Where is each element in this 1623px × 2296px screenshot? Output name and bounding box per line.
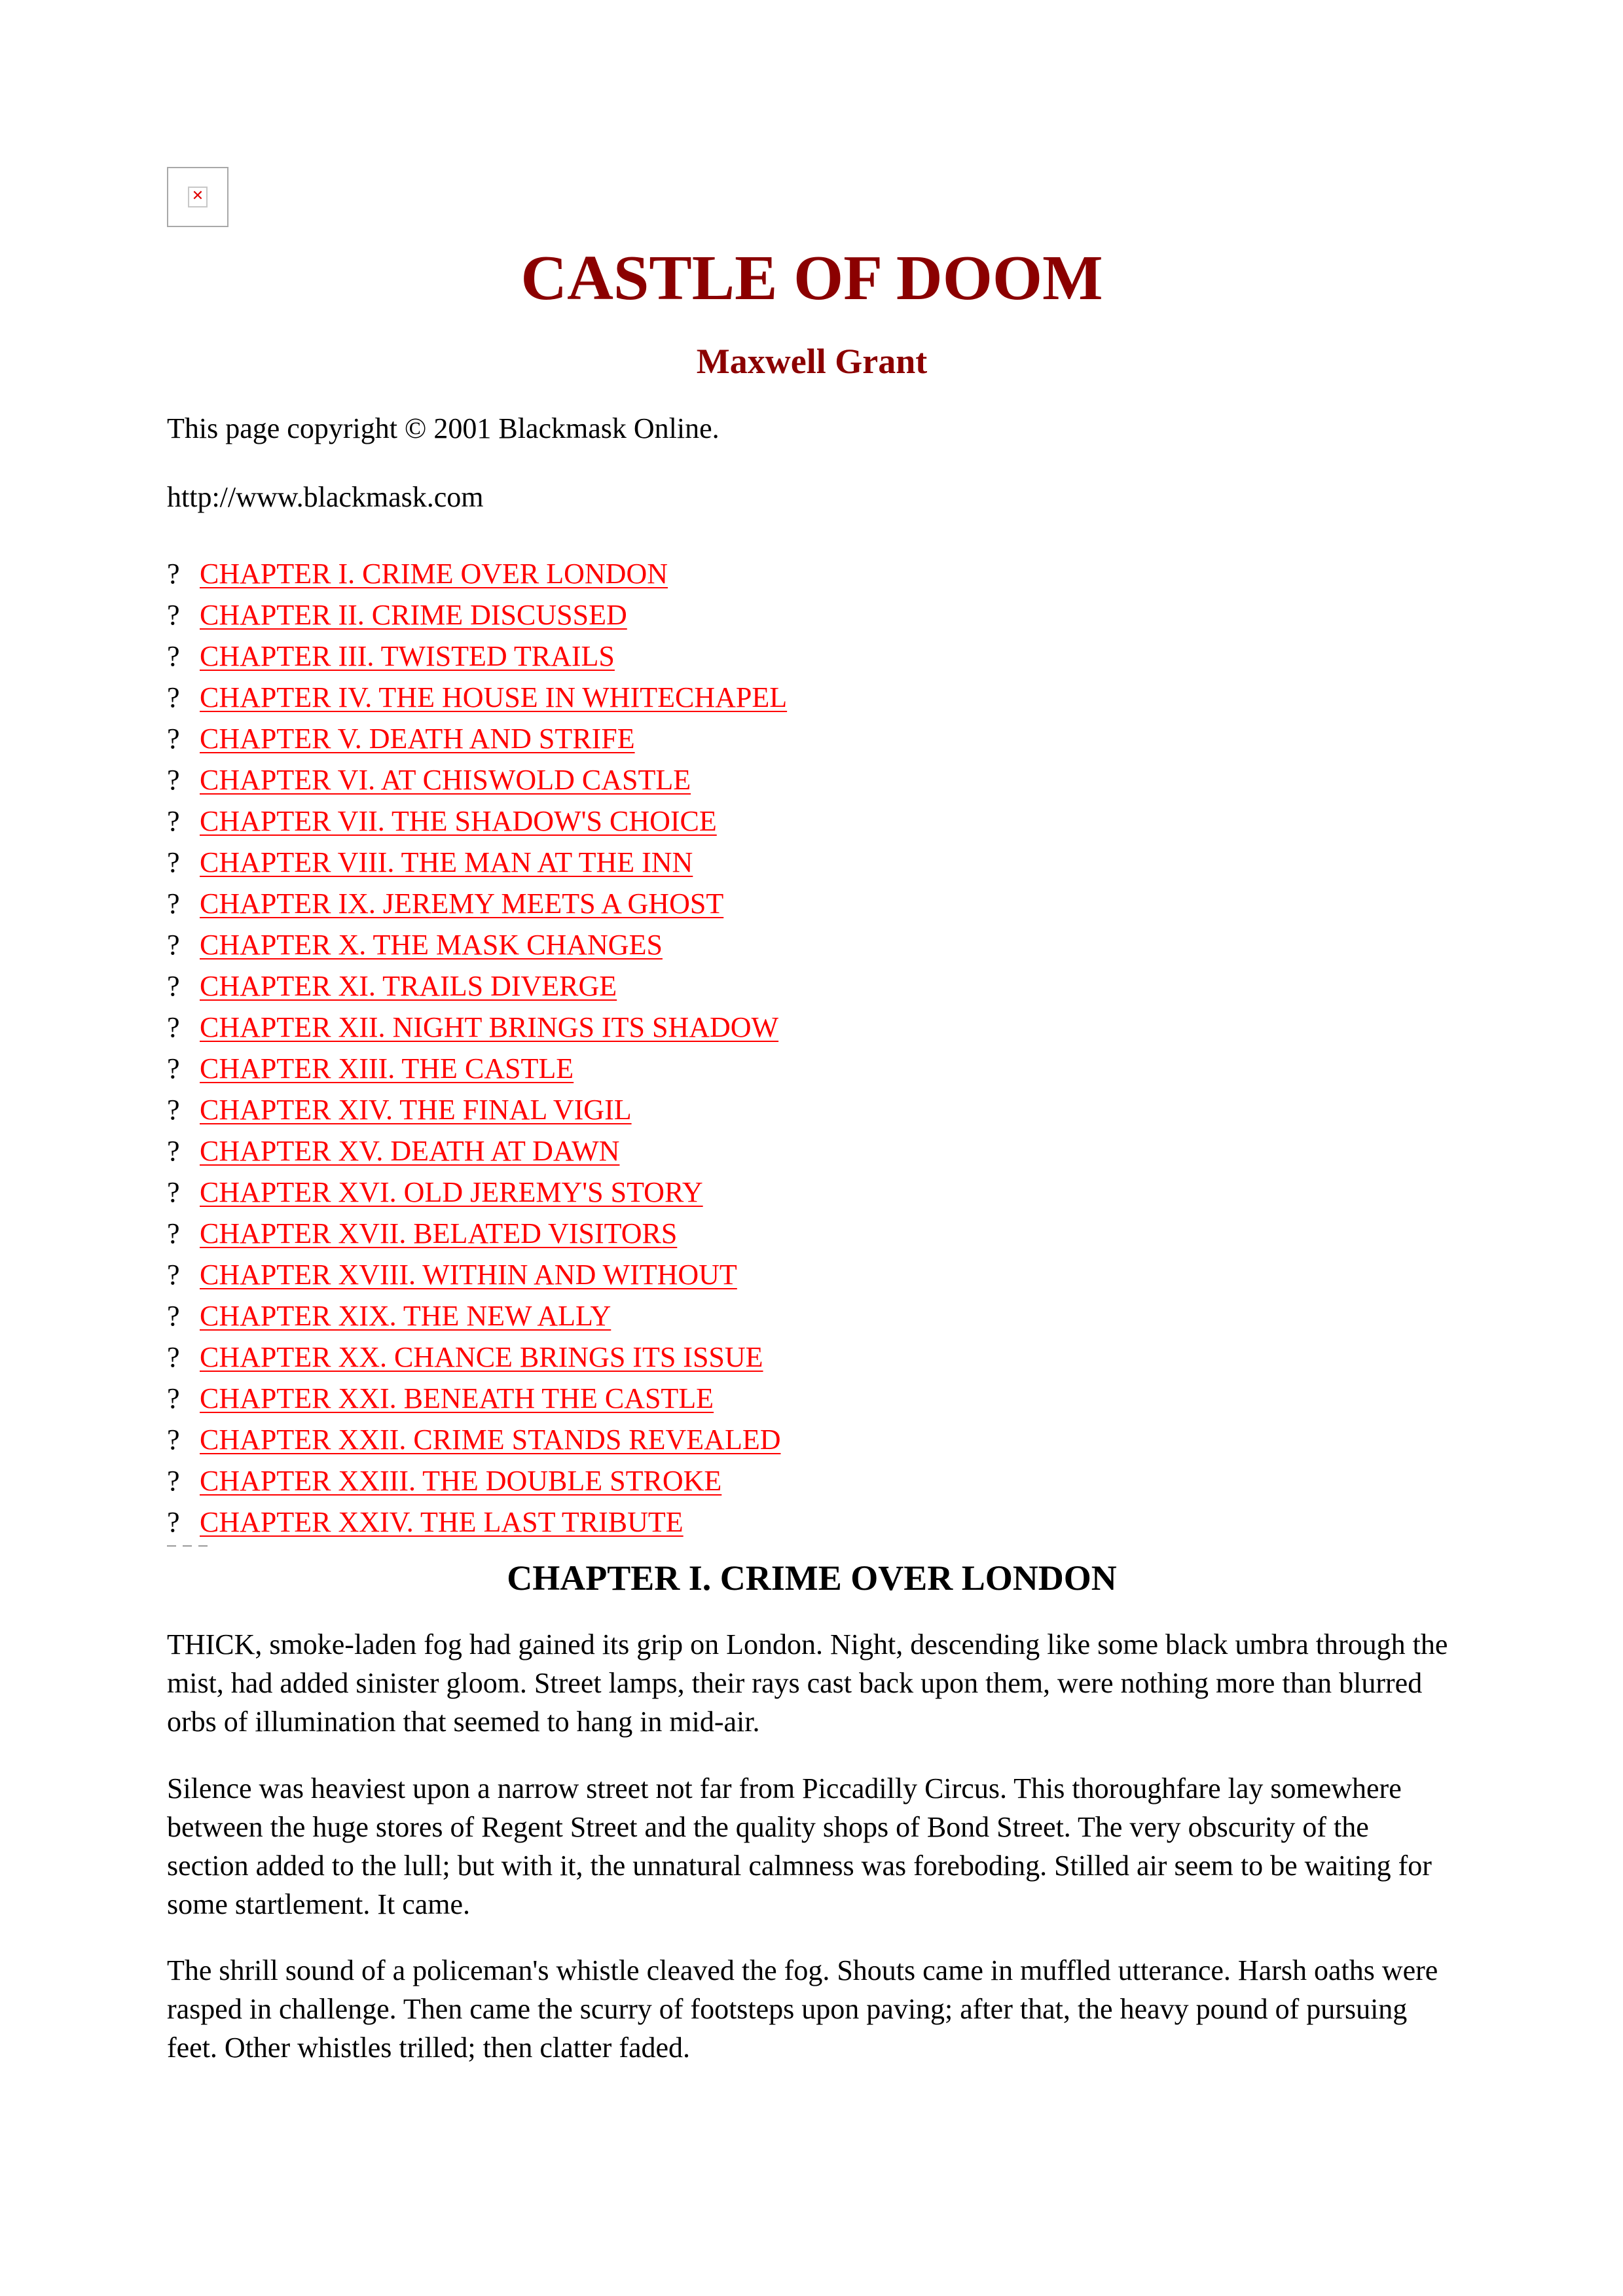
toc-bullet: ?	[167, 1300, 180, 1332]
toc-link-chapter-21[interactable]: CHAPTER XXI. BENEATH THE CASTLE	[200, 1382, 714, 1414]
toc-link-chapter-18[interactable]: CHAPTER XVIII. WITHIN AND WITHOUT	[200, 1259, 737, 1291]
toc-link-chapter-1[interactable]: CHAPTER I. CRIME OVER LONDON	[200, 558, 668, 590]
toc-link-chapter-22[interactable]: CHAPTER XXII. CRIME STANDS REVEALED	[200, 1424, 781, 1456]
toc-bullet: ?	[167, 1465, 180, 1497]
toc-item	[167, 1460, 787, 1501]
toc-bullet: ?	[167, 846, 180, 878]
broken-image-placeholder	[167, 167, 228, 227]
toc-bullet: ?	[167, 681, 180, 713]
toc-item	[167, 924, 787, 965]
toc-bullet: ?	[167, 1382, 180, 1414]
toc-item	[167, 718, 787, 759]
toc-bullet: ?	[167, 970, 180, 1002]
toc-item	[167, 1501, 787, 1543]
toc-item	[167, 1048, 787, 1089]
toc-link-chapter-16[interactable]: CHAPTER XVI. OLD JEREMY'S STORY	[200, 1176, 703, 1208]
copyright-notice: This page copyright © 2001 Blackmask Online.	[167, 412, 720, 444]
toc-bullet: ?	[167, 929, 180, 961]
fragment-line	[167, 1545, 176, 1551]
toc-link-chapter-10[interactable]: CHAPTER X. THE MASK CHANGES	[200, 929, 663, 961]
toc-item	[167, 883, 787, 924]
toc-bullet: ?	[167, 1135, 180, 1167]
toc-bullet: ?	[167, 640, 180, 672]
toc-link-chapter-13[interactable]: CHAPTER XIII. THE CASTLE	[200, 1052, 574, 1085]
chapter-paragraph-2: Silence was heaviest upon a narrow street not far from Piccadilly Circus. This thoroughfare lay somewhere between the huge stores of Regent Street and the quality shops of Bond Street. The very obscurity of the section added to the lull; but with it, the unnatural calmness was foreboding. Stilled air seem to be waiting for some startlement. It came.	[167, 1772, 1432, 1920]
toc-link-chapter-4[interactable]: CHAPTER IV. THE HOUSE IN WHITECHAPEL	[200, 681, 788, 713]
toc-link-chapter-20[interactable]: CHAPTER XX. CHANCE BRINGS ITS ISSUE	[200, 1341, 763, 1373]
toc-item	[167, 1254, 787, 1295]
chapter-heading: CHAPTER I. CRIME OVER LONDON	[507, 1558, 1117, 1598]
toc-item	[167, 965, 787, 1007]
toc-link-chapter-8[interactable]: CHAPTER VIII. THE MAN AT THE INN	[200, 846, 693, 878]
toc-item	[167, 759, 787, 800]
toc-bullet: ?	[167, 1341, 180, 1373]
toc-bullet: ?	[167, 723, 180, 755]
toc-item	[167, 1419, 787, 1460]
toc-link-chapter-11[interactable]: CHAPTER XI. TRAILS DIVERGE	[200, 970, 617, 1002]
toc-bullet: ?	[167, 1217, 180, 1249]
broken-image-icon: ✕	[188, 187, 208, 207]
toc-link-chapter-15[interactable]: CHAPTER XV. DEATH AT DAWN	[200, 1135, 620, 1167]
toc-bullet: ?	[167, 1259, 180, 1291]
toc-item	[167, 677, 787, 718]
toc-bullet: ?	[167, 1176, 180, 1208]
book-title: CASTLE OF DOOM	[520, 243, 1103, 314]
toc-link-chapter-2[interactable]: CHAPTER II. CRIME DISCUSSED	[200, 599, 627, 631]
toc-bullet: ?	[167, 888, 180, 920]
toc-link-chapter-19[interactable]: CHAPTER XIX. THE NEW ALLY	[200, 1300, 611, 1332]
toc-bullet: ?	[167, 1094, 180, 1126]
toc-bullet: ?	[167, 1052, 180, 1085]
toc-link-chapter-23[interactable]: CHAPTER XXIII. THE DOUBLE STROKE	[200, 1465, 722, 1497]
table-of-contents	[167, 553, 787, 1543]
book-author: Maxwell Grant	[696, 342, 928, 381]
toc-bullet: ?	[167, 764, 180, 796]
toc-item	[167, 1130, 787, 1172]
toc-link-chapter-3[interactable]: CHAPTER III. TWISTED TRAILS	[200, 640, 615, 672]
chapter-paragraph-1: THICK, smoke-laden fog had gained its grip on London. Night, descending like some black umbra through the mist, had added sinister gloom. Street lamps, their rays cast back upon them, were nothing more than blurred orbs of illumination that seemed to hang in mid-air.	[167, 1628, 1448, 1738]
toc-item	[167, 1378, 787, 1419]
fragment-line	[183, 1545, 192, 1551]
toc-item	[167, 636, 787, 677]
toc-item	[167, 1089, 787, 1130]
broken-image-fragment	[167, 1545, 226, 1551]
source-url: http://www.blackmask.com	[167, 481, 484, 513]
toc-link-chapter-17[interactable]: CHAPTER XVII. BELATED VISITORS	[200, 1217, 678, 1249]
toc-link-chapter-9[interactable]: CHAPTER IX. JEREMY MEETS A GHOST	[200, 888, 724, 920]
toc-item	[167, 1295, 787, 1336]
toc-item	[167, 1007, 787, 1048]
toc-item	[167, 1172, 787, 1213]
toc-bullet: ?	[167, 1506, 180, 1538]
toc-bullet: ?	[167, 1424, 180, 1456]
chapter-paragraph-3: The shrill sound of a policeman's whistle cleaved the fog. Shouts came in muffled utterance. Harsh oaths were rasped in challenge. Then came the scurry of footsteps upon paving; after that, the heavy pound of pursuing feet. Other whistles trilled; then clatter faded.	[167, 1954, 1438, 2064]
toc-link-chapter-12[interactable]: CHAPTER XII. NIGHT BRINGS ITS SHADOW	[200, 1011, 779, 1043]
toc-bullet: ?	[167, 805, 180, 837]
toc-item	[167, 842, 787, 883]
toc-link-chapter-14[interactable]: CHAPTER XIV. THE FINAL VIGIL	[200, 1094, 632, 1126]
toc-item	[167, 594, 787, 636]
toc-item	[167, 800, 787, 842]
toc-item	[167, 553, 787, 594]
fragment-line	[198, 1545, 208, 1551]
toc-item	[167, 1213, 787, 1254]
toc-bullet: ?	[167, 558, 180, 590]
toc-bullet: ?	[167, 599, 180, 631]
toc-link-chapter-24[interactable]: CHAPTER XXIV. THE LAST TRIBUTE	[200, 1506, 684, 1538]
toc-item	[167, 1336, 787, 1378]
toc-bullet: ?	[167, 1011, 180, 1043]
toc-link-chapter-7[interactable]: CHAPTER VII. THE SHADOW'S CHOICE	[200, 805, 717, 837]
toc-link-chapter-6[interactable]: CHAPTER VI. AT CHISWOLD CASTLE	[200, 764, 691, 796]
toc-link-chapter-5[interactable]: CHAPTER V. DEATH AND STRIFE	[200, 723, 635, 755]
